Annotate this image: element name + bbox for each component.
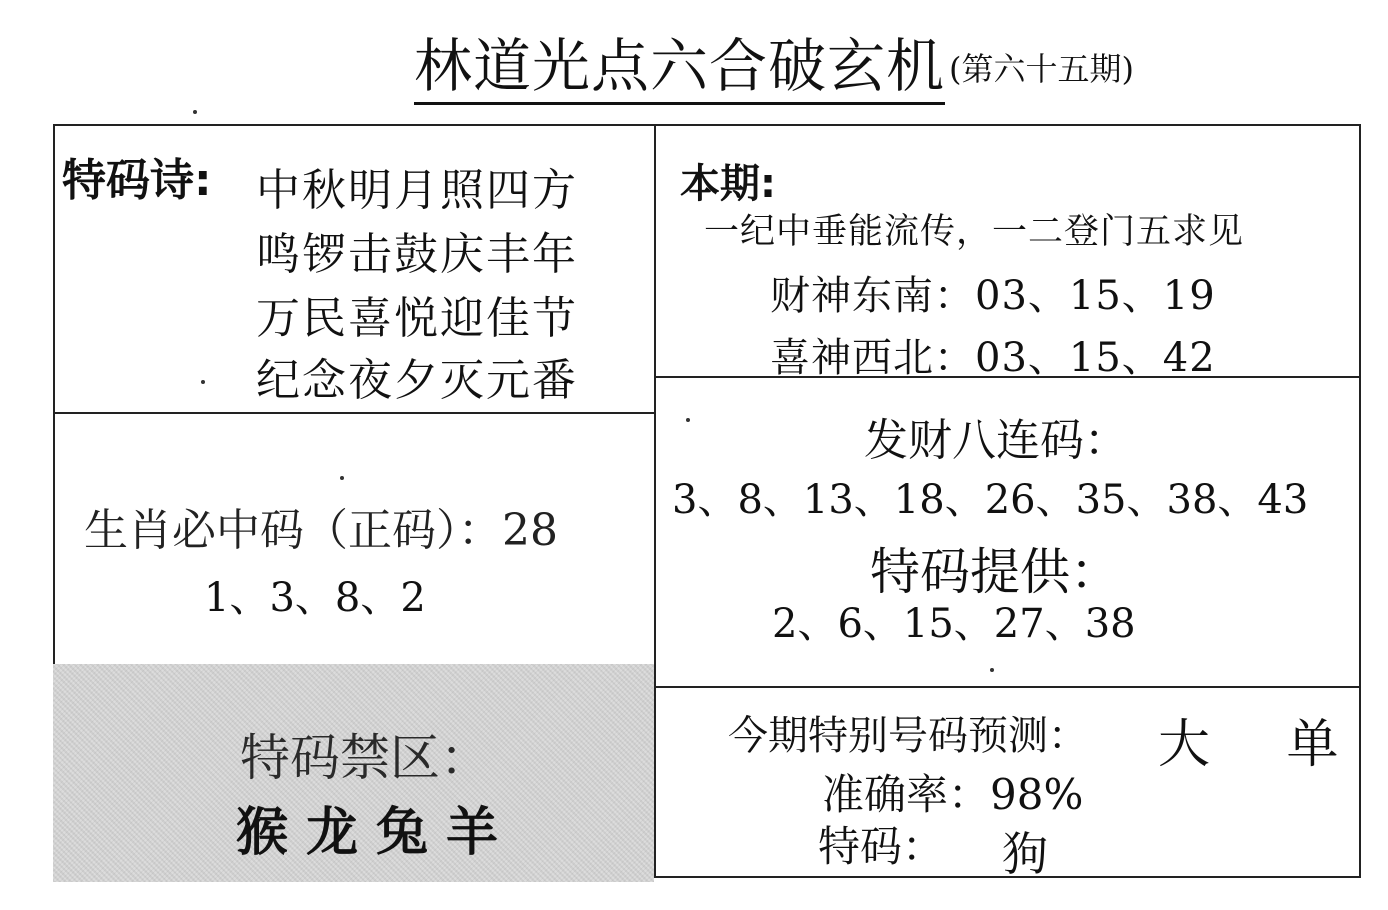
tema-value: 狗 xyxy=(1002,827,1048,881)
zodiac-numbers: 1、3、8、2 xyxy=(204,575,426,621)
forbidden-label: 特码禁区： xyxy=(240,729,490,787)
wealth-god-line: 财神东南：03、15、19 xyxy=(770,273,1216,319)
special-numbers: 2、6、15、27、38 xyxy=(772,601,1136,647)
poem-label: 特码诗: xyxy=(62,155,212,206)
current-label: 本期: xyxy=(680,161,776,207)
header xyxy=(414,30,1134,110)
page-title: 林道光点六合破玄机 xyxy=(414,30,945,105)
accuracy: 准确率：98% xyxy=(822,770,1084,819)
right-divider-2 xyxy=(656,686,1361,688)
tema-label: 特码： xyxy=(818,822,945,871)
poem-line: 万民喜悦迎佳节 xyxy=(256,293,578,344)
column-divider xyxy=(654,124,656,878)
joy-god-line: 喜神西北：03、15、42 xyxy=(770,335,1216,381)
scan-speck xyxy=(193,110,197,114)
eight-numbers: 3、8、13、18、26、35、38、43 xyxy=(672,477,1309,523)
scan-speck xyxy=(990,668,994,672)
special-label: 特码提供： xyxy=(870,543,1120,601)
zodiac-label: 生肖必中码（正码）：28 xyxy=(84,505,558,556)
left-divider-1 xyxy=(53,412,654,414)
current-verse: 一纪中垂能流传，一二登门五求见 xyxy=(704,212,1245,252)
poem-line: 纪念夜夕灭元番 xyxy=(256,355,578,406)
scan-speck xyxy=(201,380,205,384)
prediction-label: 今期特别号码预测： xyxy=(728,713,1088,759)
forbidden-animals: 猴龙兔羊 xyxy=(236,802,517,863)
poem-line: 鸣锣击鼓庆丰年 xyxy=(256,229,578,280)
scan-speck xyxy=(686,418,690,422)
issue-number: (第六十五期) xyxy=(949,50,1134,88)
eight-label: 发财八连码： xyxy=(864,415,1128,466)
prediction-value: 大 单 xyxy=(1158,715,1369,775)
poem-line: 中秋明月照四方 xyxy=(256,165,578,216)
scan-speck xyxy=(340,476,344,480)
